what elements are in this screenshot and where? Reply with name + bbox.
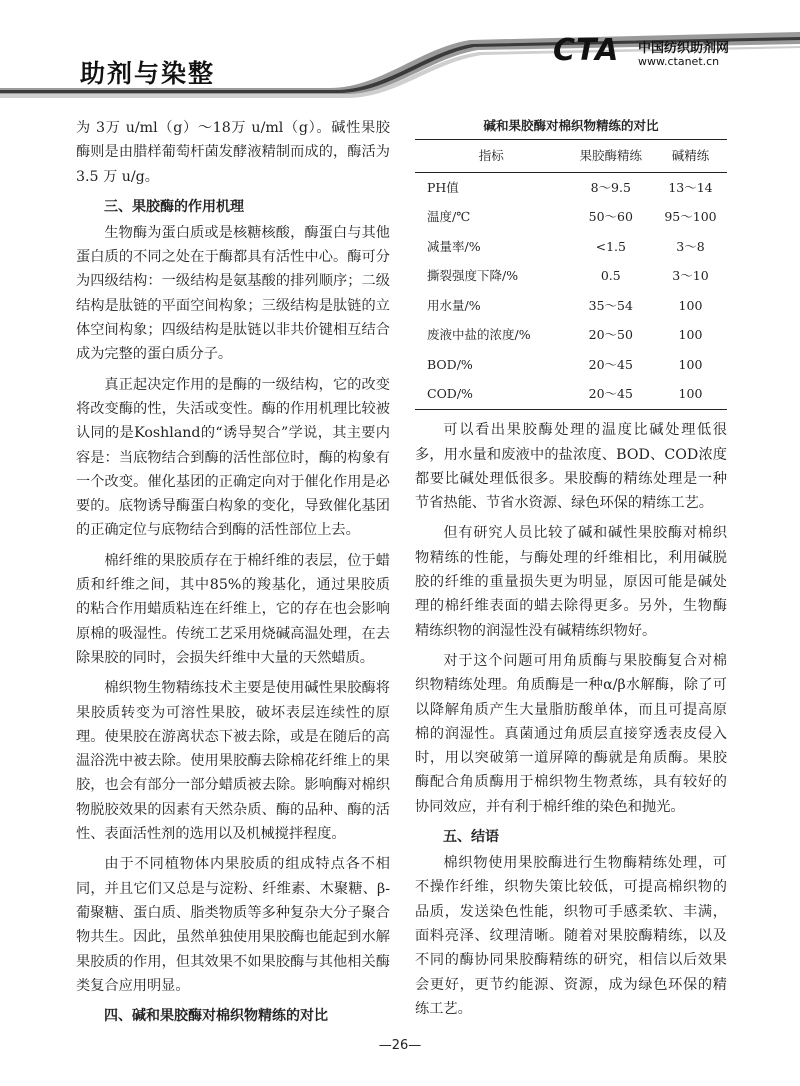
table-cell: 50～60 (588, 209, 633, 225)
paragraph: 真正起决定作用的是酶的一级结构，它的改变将改变酶的性，失活或变性。酶的作用机理比较被认同的是Koshland的“诱导契合”学说，其主要内容是：当底物结合到酶的活性部位时，酶的构象有一个改变。催化基团的正确定向对于催化作用是必要的。底物诱导酶蛋白构象的变化，导致催化基团的正确定位与底物结合到酶的活性部位上去。 (76, 376, 390, 539)
comparison-table (415, 139, 727, 410)
paragraph: 对于这个问题可用角质酶与果胶酶复合对棉织物精练处理。角质酶是一种α/β水解酶，除了可以降解角质产生大量脂肪酸单体，而且可提高原棉的润湿性。真菌通过角质层直接穿透表皮侵入时，用以突破第一道屏障的酶就是角质酶。果胶酶配合角质酶用于棉织物生物煮练，具有较好的协同效应，并有利于棉纤维的染色和抛光。 (415, 652, 727, 815)
paragraph: 棉纤维的果胶质存在于棉纤维的表层，位于蜡质和纤维之间，其中85%的羧基化，通过果胶质的粘合作用蜡质粘连在纤维上，它的存在也会影响原棉的吸湿性。传统工艺采用烧碱高温处理，在去除果胶的同时，会损失纤维中大量的天然蜡质。 (76, 552, 390, 666)
table-row (415, 321, 727, 351)
table-cell: BOD/% (427, 356, 473, 372)
right-column (415, 116, 727, 1027)
table-cell: 减量率/% (427, 238, 481, 254)
table-caption: 碱和果胶酶对棉织物精练的对比 (483, 118, 659, 133)
table-cell: COD/% (415, 380, 568, 410)
page-number: —26— (378, 1038, 422, 1053)
table-cell: 3～8 (676, 238, 705, 254)
left-column (76, 116, 390, 1030)
table-cell: 撕裂强度下降/% (427, 268, 519, 284)
table-cell: 0.5 (600, 268, 621, 284)
section-heading: 五、结语 (443, 829, 499, 846)
journal-title: 助剂与染整 (80, 59, 216, 88)
paragraph: 棉织物使用果胶酶进行生物酶精练处理，可不操作纤维，织物失策比较低，可提高棉织物的品质，发送染色性能，织物可手感柔软、丰满，面料亮泽、纹理清晰。随着对果胶酶精练，以及不同的酶协同果胶酶精练的研究，相信以后效果会更好，更节约能源、资源，成为绿色环保的精练工艺。 (415, 855, 727, 1017)
table-cell: 100 (678, 356, 703, 372)
cta-logo: CTA (553, 33, 620, 68)
table-cell: 用水量/% (427, 297, 481, 313)
site-url: www.ctanet.cn (638, 55, 720, 68)
table-row (415, 173, 727, 203)
table-cell: 35～54 (588, 297, 633, 313)
page-header (0, 0, 800, 100)
table-cell: 废液中盐的浓度/% (427, 327, 531, 343)
table-cell: 3～10 (672, 268, 709, 284)
table-cell: 20～50 (588, 327, 633, 343)
table-cell: 100 (678, 297, 703, 313)
table-cell: <1.5 (595, 238, 626, 254)
paragraph: 可以看出果胶酶处理的温度比碱处理低很多，用水量和废液中的盐浓度、BOD、COD浓度都要比碱处理低很多。果胶酶的精练处理是一种节省热能、节省水资源、绿色环保的精练工艺。 (415, 422, 727, 512)
paragraph: 为 3万 u/ml（g）～18万 u/ml（g）。碱性果胶酶则是由腊样葡萄杆菌发酵液精制而成的，酶活为 3.5 万 u/g。 (76, 120, 390, 185)
table-row (415, 380, 727, 410)
paragraph: 生物酶为蛋白质或是核糖核酸，酶蛋白与其他蛋白质的不同之处在于酶都具有活性中心。酶可分为四级结构：一级结构是氨基酸的排列顺序；二级结构是肽链的平面空间构象；三级结构是肽链的立体空间构象；四级结构是肽链以非共价键相互结合成为完整的蛋白质分子。 (76, 224, 390, 363)
column-header: 果胶酶精练 (568, 140, 654, 173)
table-cell: PH值 (427, 179, 459, 195)
table-cell: 8～9.5 (590, 179, 631, 195)
table-cell: 100 (654, 380, 727, 410)
column-header: 指标 (415, 140, 568, 173)
table-row (415, 291, 727, 321)
site-name: 中国纺织助剂网 (638, 41, 730, 56)
table-row (415, 203, 727, 233)
paragraph: 由于不同植物体内果胶质的组成特点各不相同，并且它们又总是与淀粉、纤维素、木聚糖、β-葡聚糖、蛋白质、脂类物质等多种复杂大分子聚合物共生。因此，虽然单独使用果胶酶也能起到水解果胶质的作用，但其效果不如果胶酶与其他相关酶类复合应用明显。 (76, 856, 390, 994)
column-header: 碱精练 (654, 140, 727, 173)
table-cell: 100 (678, 327, 703, 343)
section-heading: 三、果胶酶的作用机理 (104, 198, 244, 215)
table-cell: 20～45 (568, 380, 654, 410)
paragraph: 但有研究人员比较了碱和碱性果胶酶对棉织物精练的性能，与酶处理的纤维相比，利用碱脱胶的纤维的重量损失更为明显，原因可能是碱处理的棉纤维表面的蜡去除得更多。另外，生物酶精练织物的润湿性没有碱精练织物好。 (415, 525, 727, 639)
table-row (415, 232, 727, 262)
table-row (415, 350, 727, 380)
table-cell: 13～14 (668, 179, 713, 195)
table-cell: 95～100 (664, 209, 717, 225)
section-heading: 四、碱和果胶酶对棉织物精练的对比 (104, 1008, 328, 1025)
table-row (415, 262, 727, 292)
paragraph: 棉织物生物精练技术主要是使用碱性果胶酶将果胶质转变为可溶性果胶，破坏表层连续性的原理。使果胶在游离状态下被去除，或是在随后的高温浴洗中被去除。使用果胶酶去除棉花纤维上的果胶，也会有部分一部分蜡质被去除。影响酶对棉织物脱胶效果的因素有天然杂质、酶的品种、酶的活性、表面活性剂的选用以及机械搅拌程度。 (76, 680, 390, 843)
table-cell: 20～45 (588, 356, 633, 372)
table-cell: 温度/℃ (427, 209, 471, 225)
table-header-row (415, 140, 727, 173)
